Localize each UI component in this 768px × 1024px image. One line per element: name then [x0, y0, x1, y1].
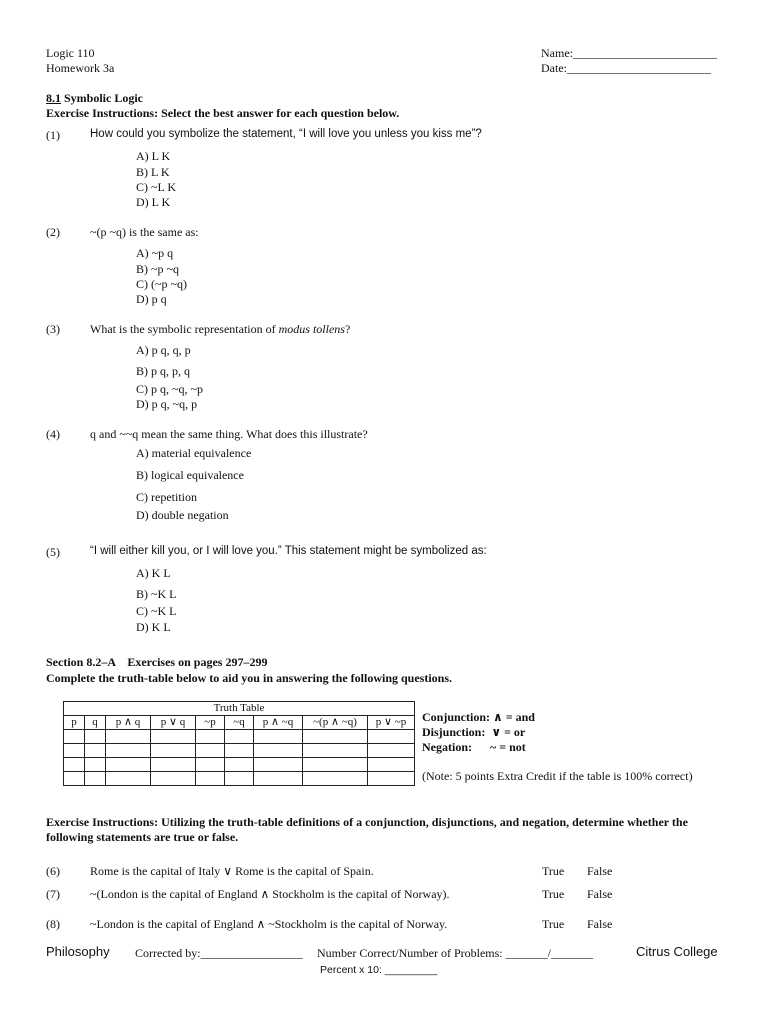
- table-cell[interactable]: [303, 744, 368, 758]
- extra-credit-note: (Note: 5 points Extra Credit if the table is 100% correct): [422, 769, 693, 783]
- truth-table: [63, 701, 415, 786]
- question-3-option-d[interactable]: D) p q, ~q, p: [136, 397, 198, 411]
- question-5-option-d[interactable]: D) K L: [136, 620, 171, 634]
- question-5-option-c[interactable]: C) ~K L: [136, 604, 177, 618]
- statement-7-number: (7): [46, 887, 60, 901]
- table-cell[interactable]: [196, 758, 225, 772]
- question-2-text: ~(p ~q) is the same as:: [90, 225, 199, 239]
- question-3-text: [90, 322, 350, 337]
- question-2-option-b[interactable]: B) ~p ~q: [136, 262, 179, 276]
- table-cell[interactable]: [64, 772, 85, 786]
- table-cell[interactable]: [368, 730, 415, 744]
- table-cell[interactable]: [368, 744, 415, 758]
- statement-6-number: (6): [46, 864, 60, 878]
- header-not-q: ~q: [225, 716, 254, 730]
- table-row: [64, 730, 415, 744]
- statement-6-text: Rome is the capital of Italy ∨ Rome is the capital of Spain.: [90, 864, 374, 878]
- truth-table-header-row: [64, 716, 415, 730]
- question-1-number: (1): [46, 128, 60, 142]
- table-cell[interactable]: [151, 730, 196, 744]
- statement-8-true-option[interactable]: True: [542, 917, 565, 931]
- table-cell[interactable]: [106, 744, 151, 758]
- question-2-option-a[interactable]: A) ~p q: [136, 246, 174, 260]
- header-q: q: [85, 716, 106, 730]
- name-field[interactable]: Name:________________________: [541, 46, 717, 60]
- question-1-option-a[interactable]: A) L K: [136, 149, 171, 163]
- question-2-number: (2): [46, 225, 60, 239]
- table-cell[interactable]: [85, 730, 106, 744]
- tf-instructions-line-2: following statements are true or false.: [46, 830, 239, 844]
- table-cell[interactable]: [368, 758, 415, 772]
- question-5-option-b[interactable]: B) ~K L: [136, 587, 177, 601]
- table-row: [64, 744, 415, 758]
- truth-table-caption-row: [64, 702, 415, 716]
- statement-8-text: ~London is the capital of England ∧ ~Stockholm is the capital of Norway.: [90, 917, 448, 931]
- table-cell[interactable]: [303, 730, 368, 744]
- header-p-and-not-q: p ∧ ~q: [254, 716, 303, 730]
- table-cell[interactable]: [151, 772, 196, 786]
- question-1-option-b[interactable]: B) L K: [136, 165, 170, 179]
- table-cell[interactable]: [225, 758, 254, 772]
- table-cell[interactable]: [196, 730, 225, 744]
- legend-negation: Negation: ~ = not: [422, 740, 526, 754]
- question-3-text-end: ?: [344, 322, 351, 336]
- assignment-title: Homework 3a: [46, 61, 115, 75]
- question-3-option-c[interactable]: C) p q, ~q, ~p: [136, 382, 203, 396]
- table-cell[interactable]: [85, 744, 106, 758]
- table-cell[interactable]: [225, 744, 254, 758]
- statement-8-number: (8): [46, 917, 60, 931]
- legend-conjunction: Conjunction: ∧ = and: [422, 710, 535, 724]
- table-cell[interactable]: [106, 758, 151, 772]
- table-cell[interactable]: [64, 744, 85, 758]
- table-cell[interactable]: [303, 758, 368, 772]
- table-cell[interactable]: [106, 730, 151, 744]
- question-4-number: (4): [46, 427, 60, 441]
- question-2-option-d[interactable]: D) p q: [136, 292, 167, 306]
- question-4-option-c[interactable]: C) repetition: [136, 490, 197, 504]
- question-5-text: “I will either kill you, or I will love you.” This statement might be symbolized as:: [90, 545, 487, 557]
- table-cell[interactable]: [151, 758, 196, 772]
- truth-table-caption: Truth Table: [64, 702, 415, 716]
- table-cell[interactable]: [225, 730, 254, 744]
- section-8-1-instructions: Exercise Instructions: Select the best answer for each question below.: [46, 106, 400, 120]
- table-cell[interactable]: [106, 772, 151, 786]
- table-cell[interactable]: [225, 772, 254, 786]
- statement-7-text: ~(London is the capital of England ∧ Stockholm is the capital of Norway).: [90, 887, 450, 901]
- header-not-p: ~p: [196, 716, 225, 730]
- footer-college: Citrus College: [636, 944, 718, 959]
- question-2-option-c[interactable]: C) (~p ~q): [136, 277, 187, 291]
- statement-7-false-option[interactable]: False: [587, 887, 613, 901]
- header-not-p-and-not-q: ~(p ∧ ~q): [303, 716, 368, 730]
- header-p-or-q: p ∨ q: [151, 716, 196, 730]
- question-4-option-a[interactable]: A) material equivalence: [136, 446, 252, 460]
- question-3-option-b[interactable]: B) p q, p, q: [136, 364, 190, 378]
- table-cell[interactable]: [196, 772, 225, 786]
- question-3-number: (3): [46, 322, 60, 336]
- table-cell[interactable]: [151, 744, 196, 758]
- question-1-option-d[interactable]: D) L K: [136, 195, 171, 209]
- question-5-number: (5): [46, 545, 60, 559]
- statement-8-false-option[interactable]: False: [587, 917, 613, 931]
- table-cell[interactable]: [368, 772, 415, 786]
- header-p-or-not-p: p ∨ ~p: [368, 716, 415, 730]
- modus-tollens-term: modus tollens: [278, 322, 345, 336]
- statement-7-true-option[interactable]: True: [542, 887, 565, 901]
- tf-instructions-line-1: Exercise Instructions: Utilizing the truth-table definitions of a conjunction, disjunctions, and negation, determine whether the: [46, 815, 688, 829]
- table-cell[interactable]: [64, 758, 85, 772]
- header-p: p: [64, 716, 85, 730]
- section-number: 8.1: [46, 91, 61, 105]
- table-cell[interactable]: [64, 730, 85, 744]
- table-row: [64, 758, 415, 772]
- table-cell[interactable]: [254, 758, 303, 772]
- table-cell[interactable]: [303, 772, 368, 786]
- header-p-and-q: p ∧ q: [106, 716, 151, 730]
- question-3-option-a[interactable]: A) p q, q, p: [136, 343, 191, 357]
- course-title: Logic 110: [46, 46, 95, 60]
- table-row: [64, 772, 415, 786]
- date-field[interactable]: Date:________________________: [541, 61, 711, 75]
- footer-corrected-by[interactable]: Corrected by:_________________: [135, 946, 303, 960]
- table-cell[interactable]: [254, 744, 303, 758]
- table-cell[interactable]: [196, 744, 225, 758]
- section-8-2-heading: Section 8.2–A Exercises on pages 297–299: [46, 655, 268, 669]
- table-cell[interactable]: [254, 772, 303, 786]
- question-4-option-d[interactable]: D) double negation: [136, 508, 229, 522]
- table-cell[interactable]: [254, 730, 303, 744]
- statement-6-false-option[interactable]: False: [587, 864, 613, 878]
- question-1-option-c[interactable]: C) ~L K: [136, 180, 177, 194]
- question-1-text: How could you symbolize the statement, “I will love you unless you kiss me”?: [90, 128, 482, 140]
- question-3-text-start: What is the symbolic representation of: [90, 322, 279, 336]
- table-cell[interactable]: [85, 772, 106, 786]
- footer-percent[interactable]: Percent x 10: _________: [320, 964, 438, 976]
- truth-table-grid: [63, 701, 415, 786]
- footer-department: Philosophy: [46, 944, 110, 959]
- question-4-text: q and ~~q mean the same thing. What does this illustrate?: [90, 427, 368, 441]
- question-5-option-a[interactable]: A) K L: [136, 566, 171, 580]
- footer-number-correct[interactable]: Number Correct/Number of Problems: _______/_______: [317, 946, 593, 960]
- section-8-2-subtitle: Complete the truth-table below to aid you in answering the following questions.: [46, 671, 453, 685]
- question-4-option-b[interactable]: B) logical equivalence: [136, 468, 244, 482]
- section-8-1-heading: [46, 91, 143, 106]
- legend-disjunction: Disjunction: ∨ = or: [422, 725, 526, 739]
- section-title: Symbolic Logic: [64, 91, 144, 105]
- statement-6-true-option[interactable]: True: [542, 864, 565, 878]
- table-cell[interactable]: [85, 758, 106, 772]
